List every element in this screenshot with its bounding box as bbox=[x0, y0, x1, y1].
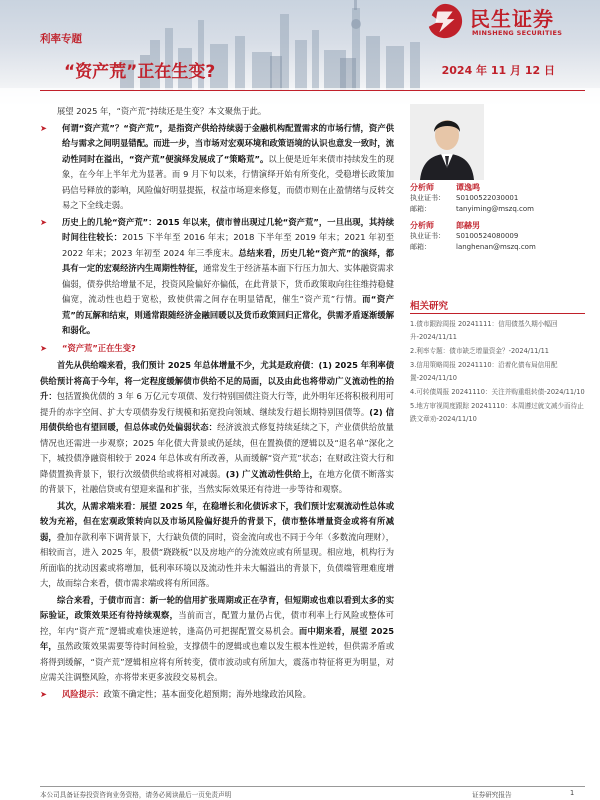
supply-text-1: 包括置换优债的 3 年 6 万亿元专项债、发行特别国债注资大行等，此外明年还将积极利用可提升的赤字空间、扩大专项债券发行规模和拓宽投向领域、继续发行超长期特别国债等。 bbox=[40, 391, 394, 417]
arrow-bullet-icon: ➤ bbox=[40, 342, 47, 353]
paragraph-definition bbox=[40, 121, 394, 214]
related-item[interactable]: 3.信用策略周报 20241110：沿着化债布局信用配置-2024/11/10 bbox=[410, 361, 558, 382]
section-heading bbox=[40, 341, 394, 357]
paragraph-supply bbox=[40, 358, 394, 498]
related-item[interactable]: 5.地方审视周度跟踪 20241110：本周遵过就文减少而待止跌文章劝-2024/11/10 bbox=[410, 402, 584, 423]
report-series: 利率专题 bbox=[40, 33, 82, 45]
analyst-name: 郎赫男 bbox=[456, 221, 480, 230]
analyst-email[interactable]: langhenan@mszq.com bbox=[456, 243, 536, 251]
analyst-email[interactable]: tanyiming@mszq.com bbox=[456, 205, 534, 213]
cert-label: 执业证书： bbox=[410, 232, 445, 240]
logo-mark-icon bbox=[426, 2, 464, 40]
analyst-card bbox=[410, 220, 585, 253]
mail-label: 邮箱： bbox=[410, 243, 431, 251]
report-date: 2024 年 11 月 12 日 bbox=[441, 64, 555, 77]
header-divider bbox=[40, 90, 585, 91]
analyst-cert: S0100522030001 bbox=[456, 194, 519, 202]
analyst-role: 分析师 bbox=[410, 221, 434, 230]
brand-logo bbox=[426, 2, 586, 42]
header-banner bbox=[0, 0, 600, 108]
related-item[interactable]: 4.可转债周报 20241110：关注并购重组转债-2024/11/10 bbox=[410, 388, 585, 396]
analyst-card bbox=[410, 182, 585, 215]
related-item[interactable]: 2.利率专题：债市缺乏增量资金？-2024/11/11 bbox=[410, 347, 549, 355]
arrow-bullet-icon: ➤ bbox=[40, 688, 47, 699]
history-bold-3: 而“资产荒”的瓦解和结束，则通常跟随经济金融回暖以及货币政策回归正常化，供需矛盾逐渐缓解和弱化。 bbox=[62, 294, 394, 335]
analyst-role: 分析师 bbox=[410, 183, 434, 192]
history-bold-2: 总结来看，历史几轮“资产荒”的演绎，都具有一定的宏观经济内生周期性特征， bbox=[62, 247, 394, 273]
conclusion-bold-1: 综合来看，于债市而言：新一轮的信用扩张周期或正在孕育，但短期或也难以看到太多的实际验证，政策效果还有待持续观察， bbox=[40, 594, 394, 620]
supply-bold-1: 首先从供给端来看，我们预计 2025 年总体增量不少，尤其是政府债：(1) 2025 年利率债供给预计将高于今年，将一定程度缓解债市供给不足的局面，以及由此也将带动广义流动性的抬升： bbox=[40, 360, 394, 401]
arrow-bullet-icon: ➤ bbox=[40, 216, 47, 227]
demand-text: 叠加存款利率下调背景下，大行缺负债的同时，资金流向或也不同于今年（多数流向理财），相较而言，进入 2025 年，股债“跷跷板”以及房地产的分流效应或有所显现。相应地，机构行为所面临的扰动因素或将增加，低利率环境以及流动性并未大幅溢出的背景下，负债端管理难度增大，故而综合来看，债市需求端或将有所回落。 bbox=[40, 531, 394, 588]
page-number: 1 bbox=[570, 789, 575, 797]
related-item[interactable]: 1.债市跟踪周报 20241111：信用债基久期小幅回升-2024/11/11 bbox=[410, 320, 558, 341]
conclusion-text-2: 虽然政策效果需要等待时间检验，支撑债牛的逻辑或也难以发生根本性逆转，但供需矛盾或将得到缓解，“资产荒”逻辑相应将有所转变，债市波动或有所加大，震荡市特征将更为明显，对应需关注调整风险，亦将带来更多波段交易机会。 bbox=[40, 641, 394, 682]
paragraph-risk bbox=[40, 687, 394, 703]
arrow-bullet-icon: ➤ bbox=[40, 122, 47, 133]
definition-text: 以上便是近年来债市持续发生的现象，在今年上半年尤为显著。而 9 月下旬以来，行情演绎开始有所变化，受稳增长政策加码信号释放的影响，风险偏好明显提振，权益市场迎来修复，而债市则在止盈情绪与反转交易之下全线走弱。 bbox=[62, 153, 394, 210]
history-text-1: 2015 下半年至 2016 年末；2018 下半年至 2019 年末；2021 年初至 2022 年末；2023 年初至 2024 年三季度末。 bbox=[62, 232, 394, 258]
conclusion-bold-2: 而中期来看，展望 2025 年， bbox=[40, 625, 394, 651]
supply-bold-2: (2) 信用债供给也有望回暖，但总体或仍处偏弱状态： bbox=[40, 406, 394, 432]
main-column bbox=[40, 104, 394, 703]
risk-label: 风险提示： bbox=[62, 688, 104, 699]
analyst-name: 谭逸鸣 bbox=[456, 183, 480, 192]
report-title: “资产荒”正在生变? bbox=[64, 62, 216, 82]
analyst-cert: S0100524080009 bbox=[456, 232, 519, 240]
history-text-2: 通常发生于经济基本面下行压力加大、实体融资需求偏弱，债券供给增量不足，投资风险偏好亦偏低，在此背景下，货币政策取向往往维持稳健偏宽，流动性也趋于宽松，致使供需之间存在明显错配，催生“资产荒”行情。 bbox=[62, 263, 394, 304]
definition-bold: 何谓“资产荒”？“资产荒”，是指资产供给持续弱于金融机构配置需求的市场行情，资产供给与需求之间明显错配。而进一步，当市场对宏观环境和政策语境的认识也意发一致时，流动性同时在溢出，“资产荒”便演绎发展成了“策略荒”。 bbox=[62, 122, 394, 164]
logo-english-text: MINSHENG SECURITIES bbox=[472, 29, 563, 37]
cert-label: 执业证书： bbox=[410, 194, 445, 202]
intro-paragraph: 展望 2025 年，“资产荒”持续还是生变？本文聚焦于此。 bbox=[57, 106, 267, 116]
supply-bold-3: (3) 广义流动性供给上， bbox=[225, 468, 319, 479]
logo-chinese-text: 民生证券 bbox=[470, 7, 554, 31]
mail-label: 邮箱： bbox=[410, 205, 431, 213]
analyst-portrait-icon bbox=[410, 104, 484, 180]
supply-text-3: 在地方化债不断落实的背景下，社融信贷或有望迎来温和扩张，当然实际效果还有待进一步等待和观察。 bbox=[40, 468, 394, 494]
related-divider bbox=[410, 313, 585, 314]
section-heading-text: “资产荒”正在生变? bbox=[62, 342, 136, 353]
footer-report-type: 证券研究报告 bbox=[472, 791, 512, 799]
related-research-title: 相关研究 bbox=[410, 301, 449, 312]
paragraph-conclusion bbox=[40, 593, 394, 686]
history-bold-1: 历史上的几轮“资产荒”：2015 年以来，债市曾出现过几轮“资产荒”，一旦出现，其持续时间往往较长： bbox=[62, 216, 394, 242]
analyst-photo bbox=[410, 104, 484, 180]
related-research-list bbox=[410, 318, 585, 427]
demand-bold: 其次，从需求端来看：展望 2025 年，在稳增长和化债诉求下，我们预计宏观流动性总体或较为充裕，但在宏观政策转向以及市场风险偏好提升的背景下，债市整体增量资金或将有所减弱， bbox=[40, 500, 394, 542]
paragraph-history bbox=[40, 215, 394, 339]
supply-text-2: 经济波浪式修复持续延续之下，产业债供给放量情况也还需进一步观察；2025 年化债大背景或仍延续，但在置换债的逻辑以及“退名单”深化之下，城投债净融资相较于 2024 年总体或有所改善，从而缓解“资产荒”状态；在财政注资大行和降债置换背景下，银行次级债供给或将相对减弱。 bbox=[40, 422, 394, 479]
risk-text: 政策不确定性；基本面变化超预期；海外地缘政治风险。 bbox=[103, 688, 311, 699]
conclusion-text-1: 当前而言，配置力量仍占优，债市利率上行风险或整体可控，年内“资产荒”逻辑或难快速逆转，逢高仍可把握配置交易机会。 bbox=[40, 610, 394, 636]
paragraph-demand bbox=[40, 499, 394, 592]
footer-divider bbox=[40, 786, 585, 787]
footer-disclaimer: 本公司具备证券投资咨询业务资格，请务必阅读最后一页免责声明 bbox=[40, 791, 232, 799]
